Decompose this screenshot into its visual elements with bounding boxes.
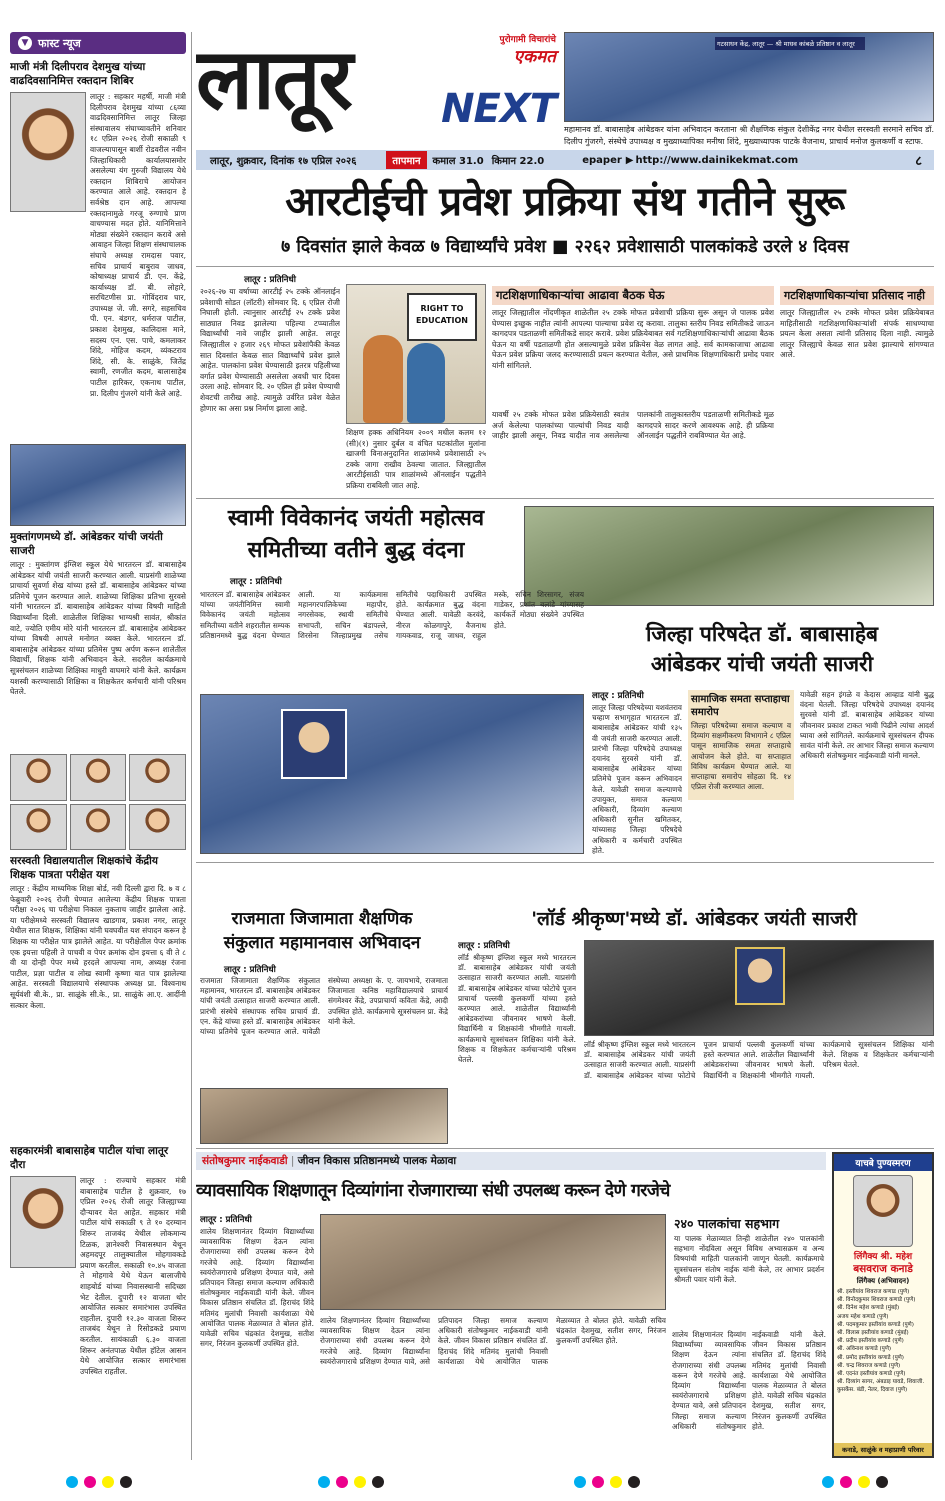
fast-news-column — [10, 32, 186, 1460]
ad-line: श्री. विलास इस्तीयांव कणाडे (मुंबई) — [837, 1330, 909, 1337]
vivekanand-body: भारतरत्न डॉ. बाबासाहेब आंबेडकर यांच्या जयंतीनिमित्त स्वामी विवेकानंद जयंती महोत्सव समितीच्या वतीने शहरातील सम्यक प्रतिष्ठानमध्ये बुद्ध वंदना घेण्यात आली. या कार्यक्रमास महानगरपालिकेच्या महापौर, नगरसेवक, स्थायी समितीचे सभापती, सचिन बंडापल्ले, शिरसेना जिल्हाप्रमुख तसेच समितीचे पदाधिकारी उपस्थित होते. कार्यक्रमात बुद्ध वंदना घेण्यात आली. यावेळी करवंदे, नीरज कोळगापुरे, वैजनाथ गायकवाड, राजू जाधव, राहुल मस्के, सचिन शिरसागर, संजय गाडेकर, प्रशांत बलांडे यांच्यासह कार्यकर्ते मोठ्या संख्येने उपस्थित होते. — [200, 590, 584, 640]
lord-photo — [584, 940, 934, 1036]
zilla-headline-1: जिल्हा परिषदेत डॉ. बाबासाहेब — [645, 622, 879, 646]
ambedkar-frame — [735, 947, 785, 1005]
zilla-box — [688, 690, 794, 800]
fast-news-item-4-title: सहकारमंत्री बाबासाहेब पाटील यांचा लातूर दौरा — [10, 1145, 169, 1171]
rajmata-headline-2: संकुलात महामानवास अभिवादन — [223, 933, 421, 953]
portrait-babasaheb-patil — [10, 1176, 76, 1268]
epaper-label: epaper — [582, 154, 622, 166]
rajmata-byline: लातूर : प्रतिनिधी — [224, 965, 276, 975]
thermometer-icon: तापमान — [386, 151, 426, 169]
ad-title: लिंगैक्य श्री. महेश — [853, 1252, 913, 1262]
fast-news-item-4-text: लातूर : राज्याचे सहकार मंत्री बाबासाहेब पाटील हे शुक्रवार, १७ एप्रिल २०२६ रोजी लातूर जिल्ह्याच्या दौऱ्यावर येत आहेत. सहकार मंत्री पाटील यांचे सकाळी ९ ते १० दरम्यान शिरूर ताजबंद येथील लोकमान्य टिळक, ज्ञानेश्वरी निवासस्थान येथून अहमदपूर तालुक्यातील मोहगावकडे प्रयाण करतील. सकाळी १०.४५ वाजता ते मोहगावे येथे येऊन बालाजीचे शाहबोर्ड यांच्या निवासस्थानी सदिच्छा भेट देतील. दुपारी १२ वाजता थोर आयोजित सत्कार समारंभास उपस्थित राहतील. दुपारी १२.३० वाजता शिरूर ताजबंद येथून ते रिसोडकडे प्रयाण करतील. सायंकाळी ६.३० वाजता शिरूर अनंतपाळ येथील हॉटेल आसन येथे आयोजित सत्कार समारंभास उपस्थित राहतील. — [80, 1176, 186, 1376]
vyav-kicker-text: जीवन विकास प्रतिष्ठानमध्ये पालक मेळावा — [297, 1155, 457, 1167]
vivekanand-body-wrap — [200, 576, 584, 688]
rajmata-headline-1: राजमाता जिजामाता शैक्षणिक — [231, 909, 413, 929]
teacher-photo — [10, 804, 67, 851]
fast-news-label: फास्ट न्यूज — [38, 36, 81, 50]
ad-line: श्री. एदनंत इस्तीयांव कणाडे (पुणे) — [837, 1371, 906, 1378]
lead-byline: लातूर : प्रतिनिधी — [244, 275, 296, 285]
bookmark-icon: ▼ — [18, 36, 32, 50]
vyav-kicker: संतोषकुमार नाईकवाडी | जीवन विकास प्रतिष्ठानमध्ये पालक मेळावा — [196, 1152, 826, 1170]
vyav-body-wrap — [200, 1214, 314, 1460]
ad-name: बसवराज कनाडे — [853, 1263, 913, 1275]
top-photo-caption: गटसाधन केंद्र, लातूर — श्री माधव कांबळे प्रतिष्ठान व लातूर — [715, 37, 865, 50]
ad-line: अजय महेश कणाडे (पुणे) — [837, 1313, 889, 1320]
rajmata-photo — [200, 1088, 448, 1144]
masthead-next: NEXT — [441, 86, 556, 132]
vyav-body-2: शालेय शिक्षणानंतर दिव्यांग विद्यार्थ्यांच्या व्यावसायिक शिक्षण देऊन त्यांना रोजगाराच्या संधी उपलब्ध करून देणे गरजेचे आहे. दिव्यांग विद्यार्थ्यांना स्वयंरोजगाराचे प्रशिक्षण देण्यात यावे, असे प्रतिपादन जिल्हा समाज कल्याण अधिकारी संतोषकुमार नाईकवाडी यांनी केले. जीवन विकास प्रतिष्ठान संचलित डॉ. हिराचंद शिंदे मतिमंद मुलांची निवासी कार्यशाळा येथे आयोजित पालक मेळाव्यात ते बोलत होते. यावेळी सचिव चंद्रकांत देशमुख, सतीश सगर, निरंजन कुलकर्णी उपस्थित होते. — [320, 1316, 666, 1366]
lead-headline: आरटीईची प्रवेश प्रक्रिया संथ गतीने सुरू — [285, 179, 845, 225]
fast-news-item-2-text: लातूर : मुक्तांगण इंग्लिश स्कूल येथे भारतरत्न डॉ. बाबासाहेब आंबेडकर यांची जयंती साजरी करण्यात आली. याप्रसंगी शाळेच्या प्राचार्या सुवर्णा शेख यांच्या हस्ते डॉ. बाबासाहेब आंबेडकर यांच्या प्रतिमेचे पूजन करण्यात आले. शाळेच्या शिक्षिका प्रतिभा सुरवसे यांनी भारतरत्न डॉ. बाबासाहेब आंबेडकर यांच्या विषयी माहिती विद्यार्थ्यांना दिली. शाळेतील शिक्षिका भाग्यश्री सावंत, श्रीकांत वाटे, ज्योति एमीय मोरे यांनी भारतरत्न डॉ. बाबासाहेब आंबेडकर यांच्या विषयी आपले मनोगत व्यक्त केले. भारतरत्न डॉ. बाबासाहेब आंबेडकर यांच्या प्रतिमेस पुष्प अर्पण करून शालेतील विद्यार्थी, शिक्षक यांनी अभिवादन केले. सदरील कार्यक्रमाचे सूत्रसंचलन शाळेच्या शिक्षिका माधुरी वाघमारे यांनी केले. कार्यक्रम यशस्वी करण्यासाठी शिक्षिका व शिक्षकेतर कर्मचारी यांनी परिश्रम घेतले. — [10, 560, 186, 697]
teacher-photo — [70, 754, 127, 801]
rajmata-body-wrap — [200, 964, 448, 1082]
ad-sub: लिंगैक्य (अभिवादन) — [856, 1277, 910, 1285]
teacher-photo — [70, 804, 127, 851]
lead-side-body: लातूर जिल्ह्यातील नोंदणीकृत शाळेतील २५ टक्के मोफत प्रवेशाची प्रक्रिया सुरू असून जे पालक प्रवेश घेण्यास इच्छुक नाहीत त्यांनी आपल्या पाल्याचा प्रवेश रद्द करावा. तालुका स्तरीय निवड समितीकडे जाऊन कागदपत्र पडताळणी समितीकडे सादर करावे. प्रवेश प्रक्रियेबाबत सर्व गटशिक्षणाधिकाऱ्यांची आढावा बैठक घेऊन या वर्षी पडताळणी होत असल्यामुळे प्रवेश प्रक्रियेस वेळ लागत आहे. सर्व कामकाजाचा आढावा घेऊन प्रवेश प्रक्रिया जलद करण्यासाठी प्रयत्न करण्यात येतील, असे प्राथमिक शिक्षणाधिकारी प्रमोद पवार यांनी सांगितले. — [492, 308, 774, 370]
zilla-col-1 — [592, 690, 682, 860]
lord-body-wrap — [458, 940, 576, 1144]
temp-min: किमान 22.0 — [491, 156, 545, 167]
ambedkar-portrait — [281, 709, 347, 779]
lead-side — [492, 286, 774, 494]
lord-byline: लातूर : प्रतिनिधी — [458, 941, 510, 951]
portrait-deshmukh — [10, 92, 86, 212]
ad-footer: कनाडे, साळुंके व महाप्राणी परिवार — [834, 1443, 932, 1456]
page-number: ८ — [915, 154, 922, 169]
vyav-box — [672, 1214, 826, 1326]
fast-news-item-1-title: माजी मंत्री दिलीपराव देशमुख यांच्या वाढदिवसानिमित्त रक्तदान शिबिर — [10, 61, 146, 87]
ad-line: श्री. प्रमोद इस्तीयांव कणाडे (पुणे) — [837, 1354, 904, 1361]
vyav-body: शालेय शिक्षणानंतर दिव्यांग विद्यार्थ्यांच्या व्यावसायिक शिक्षण देऊन त्यांना रोजगाराच्या संधी उपलब्ध करून देणे गरजेचे आहे. दिव्यांग विद्यार्थ्यांना स्वयंरोजगाराचे प्रशिक्षण देण्यात यावे, असे प्रतिपादन जिल्हा समाज कल्याण अधिकारी संतोषकुमार नाईकवाडी यांनी केले. जीवन विकास प्रतिष्ठान संचलित डॉ. हिराचंद शिंदे मतिमंद मुलांची निवासी कार्यशाळा येथे आयोजित पालक मेळाव्यात ते बोलत होते. यावेळी सचिव चंद्रकांत देशमुख, सतीश सगर, निरंजन कुलकर्णी उपस्थित होते. — [200, 1227, 314, 1349]
vivekanand-main-photo — [200, 694, 584, 854]
ad-portrait — [853, 1175, 913, 1247]
rajmata-body: राजमाता जिजामाता शैक्षणिक संकुलात महामानव, भारतरत्न डॉ. बाबासाहेब आंबेडकर यांची जयंती उत्साहात साजरी करण्यात आली. प्रारंभी संस्थेचे संस्थापक सचिव प्राचार्य डी. एन. केंद्रे यांच्या हस्ते डॉ. बाबासाहेब आंबेडकर यांच्या प्रतिमेचे पूजन करण्यात आले. यावेळी संस्थेच्या अध्यक्षा के. ए. जायभाये, राजमाता जिजामाता कनिष्ठ महाविद्यालयाचे प्राचार्य संगमेश्वर केंद्रे, उपप्राचार्या कविता केंद्रे, आदी उपस्थित होते. कार्यक्रमाचे सूत्रसंचलन प्रा. केंद्रे यांनी केले. — [200, 976, 448, 1037]
zilla-body-2: यावेळी सहन इंगळे व केदास आव्हाड यांनी बुद्ध वंदना घेतली. जिल्हा परिषदेचे उपाध्यक्ष दयानंद सुरवसे यांनी डॉ. बाबासाहेब आंबेडकर यांच्या जीवनावर प्रकाश टाकत भावी पिढीने त्यांचा आदर्श घ्यावा असे सांगितले. कार्यक्रमाचे सूत्रसंचलन दीपक सावंत यांनी केले. तर आभार जिल्हा समाज कल्याण अधिकारी संतोषकुमार नाईकवाडी यांनी मानले. — [800, 690, 934, 761]
vyav-box-title: २४० पालकांचा सहभाग — [674, 1216, 780, 1231]
top-photo-caption-text: महामानव डॉ. बाबासाहेब आंबेडकर यांना अभिवादन करताना श्री शैक्षणिक संकुल देशीकेंद्र नगर येथील सरस्वती सरमाने सचिव डॉ. दिलीप गुंजरगे, संस्थेचे उपाध्यक्ष व मुख्याध्यापिका मनीषा शिंदे, मुख्याध्यापक पाटके वैजनाथ, प्राचार्य मनोज कुलकर्णी व स्टाफ. — [564, 125, 934, 146]
punyasmaran-ad — [832, 1152, 934, 1458]
rte-sign: RIGHT TO EDUCATION — [407, 293, 477, 341]
ad-line: श्री. इस्तीयांव शिवराज कणाड (पुणे) — [837, 1289, 910, 1295]
ad-line: श्री. विनोदकुमार शिवराज कणाडे (पुणे) — [837, 1297, 916, 1304]
lead-col-1 — [200, 274, 340, 494]
vyav-box-body: या पालक मेळाव्यात तिन्ही शाळेतील २४० पालकांनी सहभाग नोंदविला असून विविध अभ्यासक्रम व अन्य विषयांची माहिती पालकांनी जाणून घेतली. कार्यक्रमाचे सूत्रसंचलन संतोष नाईक यांनी केले, तर आभार प्रदर्शन श्रीमती पवार यांनी केले. — [674, 1234, 824, 1284]
rte-photo — [346, 284, 486, 424]
top-photo — [564, 32, 934, 122]
fast-news-item-4 — [10, 1144, 186, 1460]
children-figure — [363, 335, 403, 423]
teacher-photo — [129, 804, 186, 851]
lead-body-2: शिक्षण हक्क अधिनियम २००९ मधील कलम १२ (सी)(१) नुसार दुर्बल व वंचित घटकांतील मुलांना खाजगी विनाअनुदानित शाळांमध्ये प्रवेशासाठी २५ टक्के जागा राखीव ठेवल्या जातात. जिल्ह्यातील आरटीईसाठी पात्र शाळांमध्ये ऑनलाईन पद्धतीने प्रक्रिया राबविली जात आहे. — [346, 428, 486, 490]
masthead — [196, 30, 560, 146]
epaper-url[interactable]: http://www.dainikekmat.com — [635, 154, 799, 166]
ad-line: श्री. चन्द्र शिवराज कणाडे (पुणे) — [837, 1362, 901, 1369]
masthead-brand: एकमत — [513, 47, 556, 67]
vivekanand-headline-2: समितीच्या वतीने बुद्ध वंदना — [247, 538, 465, 563]
fast-news-item-1 — [10, 60, 186, 398]
fast-news-item-1-text: लातूर : सहकार महर्षी, माजी मंत्री दिलीपराव देशमुख यांच्या ८६व्या वाढदिवसानिमित्त लातूर जिल्हा संस्थावालय संघाच्यावतीने शनिवार १८ एप्रिल २०२६ रोजी सकाळी ९ वाजल्यापासून बार्शी रोडवरील नवीन जिल्हाधिकारी कार्यालयासमोर असलेल्या यंग गुरुजी विद्यालय येथे रक्तदान शिबिराचे आयोजन करण्यात आले आहे. रक्तदान हे सर्वश्रेष्ठ दान आहे. आपल्या रक्तदानामुळे गरजू रुग्णाचे प्राण वाचण्यास मदत होते. यानिमित्ताने मोठ्या संख्येने रक्तदान करावे असे आवाहन जिल्हा शिक्षण संस्थाचालक संघाचे अध्यक्ष रामदास पवार, सचिव प्राचार्य बाबुराव जाधव, कोषाध्यक्ष प्राचार्य डी. एन. केंद्रे, कार्याध्यक्ष डॉ. बी. लोहारे, सरचिटणीस प्रा. गोविंदराव घार, उपाध्यक्ष जे. जी. सगरे, सहसचिव पी. एन. बंडगर, धर्मराज पाटील, प्रकाश देशमुख, कालिदास माने, सदस्य एन. एस. पाचे, कमलाकर शिंदे, मोहिज कदम, व्यंकटराव शिंदे, सी. के. साळुंके, जितेंद्र स्वामी, रणजीत कदम, बालासाहेब पाटील हारिकर, एकनाथ पाटील, प्रा. दिलीप गुंजरगे यांनी केले आहे. — [90, 92, 186, 398]
teacher-photos — [10, 754, 186, 850]
fast-news-item-3-title: सरस्वती विद्यालयातील शिक्षकांचे केंद्रीय शिक्षक पात्रता परीक्षेत यश — [10, 855, 158, 881]
ad-line: श्री. पदमकुमार इस्तीयांव कणाडे (पुणे) — [837, 1321, 914, 1328]
ad-line: श्री. अविनाश कणाडे (पुणे) — [837, 1346, 892, 1353]
fast-news-header — [10, 32, 186, 54]
zilla-box-body: जिल्हा परिषदेच्या समाज कल्याण व दिव्यांग सक्षमीकरण विभागाने ८ एप्रिल पासून सामाजिक समता सप्ताहाचे आयोजन केले होते. या सप्ताहात विविध कार्यक्रम घेण्यात आले. या सप्ताहाचा समारोप सोहळा दि. १४ एप्रिल रोजी करण्यात आला. — [691, 721, 791, 792]
vyav-byline: लातूर : प्रतिनिधी — [200, 1215, 252, 1225]
masthead-title: लातूर — [196, 30, 351, 128]
lead-body: २०२६-२७ या वर्षाच्या आरटीई २५ टक्के ऑनलाईन प्रवेशाची सोडत (लॉटरी) सोमवार दि. ६ एप्रिल रोजी निघाली होती. त्यानुसार आरटीई २५ टक्के प्रवेश साठ्यात निवड झालेल्या पहिल्या टप्प्यातील विद्यार्थ्यांची नावे जाहीर झाली आहेत. लातूर जिल्ह्यातील २ हजार २६९ मोफत प्रवेशांपैकी केवळ सात दिवसांत केवळ सात विद्यार्थ्यांचे प्रवेश झाले आहेत. पालकांना प्रवेश घेण्यासाठी इतरत्र पहिलीच्या वर्गात प्रवेश घेण्यासाठी असलेला अवधी चार दिवस उरला आहे. सोमवार दि. २० एप्रिल ही प्रवेश घेण्याची शेवटची तारीख आहे. त्यामुळे उर्वरित प्रवेश वेळेत होणार का असा प्रश्न निर्माण झाला आहे. — [200, 287, 340, 413]
vivekanand-headline-1: स्वामी विवेकानंद जयंती महोत्सव — [227, 506, 485, 531]
vyav-headline: व्यावसायिक शिक्षणातून दिव्यांगांना रोजगाराच्या संधी उपलब्ध करून देणे गरजेचे — [196, 1181, 670, 1201]
fast-news-item-3-text: लातूर : केंद्रीय माध्यमिक शिक्षा बोर्ड, नवी दिल्ली द्वारा दि. ७ व ८ फेब्रुवारी २०२६ रोजी घेण्यात आलेल्या केंद्रीय शिक्षक पात्रता परीक्षा २०२६ चा परीक्षेचा निकाल नुकताच जाहीर झालेला आहे. या परीक्षेमध्ये सरस्वती विद्यालय खाडगाव, प्रकाश नगर, लातूर येथील सात शिक्षक, शिक्षिका यांनी घवघवीत यश संपादन करून हे शिक्षक या परीक्षेत पात्र झालेले आहेत. या परीक्षेतील पेपर क्रमांक एक इयत्ता पहिली ते पाचवी व पेपर क्रमांक दोन इयत्ता ६ वी ते ८ वी या दोन्ही पेपर मध्ये हरदले आपल्या नाम, अध्यक्ष रंजना पाटील, प्रज्ञा पाटील व लोख स्वामी कृष्णा यात पात्र झालेल्या आहेत. सरस्वती विद्यालयाचे संस्थापक अध्यक्ष प्रा. विश्वनाथ सूर्यवंशी बी.के., प्रा. साळुंके सी.के., प्रा. साळुंके आ.ए. आदींनी सत्कार केला. — [10, 884, 186, 1010]
lead-side-body-2: यावर्षी २५ टक्के मोफत प्रवेश प्रक्रियेसाठी स्वतंत्र अर्ज केलेल्या पालकांच्या पाल्यांची निवड यादी जाहीर झाली असून, निवड यादीत नाव असलेल्या पालकांनी तालुकास्तरीय पडताळणी समितीकडे मूळ कागदपत्रे सादर करणे आवश्यक आहे. ही प्रक्रिया ऑनलाईन पद्धतीने राबविण्यात येत आहे. — [492, 410, 774, 441]
lord-headline: 'लॉर्ड श्रीकृष्ण'मध्ये डॉ. आंबेडकर जयंती साजरी — [531, 908, 857, 930]
date-bar — [196, 150, 934, 170]
lord-body-2: लॉर्ड श्रीकृष्ण इंग्लिश स्कूल मध्ये भारतरत्न डॉ. बाबासाहेब आंबेडकर यांची जयंती उत्साहात साजरी करण्यात आली. याप्रसंगी डॉ. बाबासाहेब आंबेडकर यांच्या फोटोचे पूजन प्राचार्या पल्लवी कुलकर्णी यांच्या हस्ते करण्यात आले. शाळेतील विद्यार्थ्यांनी आंबेडकरांच्या जीवनावर भाषणे केली. विद्यार्थिनी व शिक्षकांनी भीमगीते गायली. कार्यक्रमाचे सूत्रसंचलन शिक्षिका यांनी केले. शिक्षक व शिक्षकेतर कर्मचाऱ्यांनी परिश्रम घेतले. — [584, 1040, 934, 1080]
photo-students-line — [10, 444, 186, 526]
zilla-byline: लातूर : प्रतिनिधी — [592, 691, 644, 701]
fast-news-item-2 — [10, 530, 186, 748]
vivekanand-photo-right — [524, 506, 934, 606]
fast-news-item-2-title: मुक्तांगणमध्ये डॉ. आंबेडकर यांची जयंती साजरी — [10, 531, 163, 557]
lead-right-title: गटशिक्षणाधिकाऱ्यांचा प्रतिसाद नाही — [780, 286, 934, 305]
ad-line: श्री. प्रदीप इस्तीयांव कणाडे (पुणे) — [837, 1338, 904, 1345]
vyav-photo — [320, 1214, 666, 1310]
children-figure — [407, 343, 445, 423]
teacher-photo — [10, 754, 67, 801]
fast-news-item-3 — [10, 854, 186, 1112]
globe-icon: ▶ — [625, 154, 634, 166]
vyav-kicker-name: संतोषकुमार नाईकवाडी — [202, 1155, 288, 1167]
date-line: लातूर, शुक्रवार, दिनांक १७ एप्रिल २०२६ — [210, 156, 357, 167]
lead-right-body: लातूर जिल्ह्यातील २५ टक्के मोफत प्रवेश प्रक्रियेबाबत माहितीसाठी गटशिक्षणाधिकाऱ्यांशी संपर्क साधण्याचा प्रयत्न केला असता त्यांनी प्रतिसाद दिला नाही. त्यामुळे लातूर जिल्ह्याचे केवळ सात प्रवेश झाल्याचे सांगण्यात आले. — [780, 308, 934, 360]
ad-line: श्री. दिव्यांग सागर, अंबडाइ यावडे, शिवाजी. — [837, 1379, 925, 1386]
ad-line: श्री. दिनेश महेश कणाडे (मुंबई) — [837, 1305, 900, 1312]
vivekanand-byline: लातूर : प्रतिनिधी — [230, 577, 282, 587]
lead-right-box — [780, 286, 934, 494]
ad-header: याचबे पुण्यस्मरण — [834, 1154, 932, 1171]
registration-marks — [0, 1476, 945, 1492]
masthead-tagline: पुरोगामी विचारांचे — [499, 35, 556, 45]
teacher-photo — [129, 754, 186, 801]
lead-side-title: गटशिक्षणाधिकाऱ्यांचा आढावा बैठक घेऊ — [492, 286, 774, 305]
ad-line: कुसकेंस. बंडी, नेलर, दिवाज (पुणे) — [837, 1387, 908, 1394]
zilla-body: लातूर जिल्हा परिषदेच्या यशवंतराव चव्हाण सभागृहात भारतरत्न डॉ. बाबासाहेब आंबेडकर यांची १३५ वी जयंती साजरी करण्यात आली. प्रारंभी जिल्हा परिषदेचे उपाध्यक्ष दयानंद सुरवसे यांनी डॉ. बाबासाहेब आंबेडकर यांच्या प्रतिमेचे पूजन करून अभिवादन केले. यावेळी समाज कल्याणचे उपायुक्त, समाज कल्याण अधिकारी, दिव्यांग कल्याण अधिकारी सुनील खमितकर, यांच्यासह जिल्हा परिषदेचे अधिकारी व कर्मचारी उपस्थित होते. — [592, 703, 682, 855]
lord-body: लॉर्ड श्रीकृष्ण इंग्लिश स्कूल मध्ये भारतरत्न डॉ. बाबासाहेब आंबेडकर यांची जयंती उत्साहात साजरी करण्यात आली. याप्रसंगी डॉ. बाबासाहेब आंबेडकर यांच्या फोटोचे पूजन प्राचार्या पल्लवी कुलकर्णी यांच्या हस्ते करण्यात आले. शाळेतील विद्यार्थ्यांनी आंबेडकरांच्या जीवनावर भाषणे केली. विद्यार्थिनी व शिक्षकांनी भीमगीते गायली. कार्यक्रमाचे सूत्रसंचलन शिक्षिका यांनी केले. शिक्षक व शिक्षकेतर कर्मचाऱ्यांनी परिश्रम घेतले. — [458, 953, 576, 1065]
vyav-body-3: शालेय शिक्षणानंतर दिव्यांग विद्यार्थ्यांच्या व्यावसायिक शिक्षण देऊन त्यांना रोजगाराच्या संधी उपलब्ध करून देणे गरजेचे आहे. दिव्यांग विद्यार्थ्यांना स्वयंरोजगाराचे प्रशिक्षण देण्यात यावे, असे प्रतिपादन जिल्हा समाज कल्याण अधिकारी संतोषकुमार नाईकवाडी यांनी केले. जीवन विकास प्रतिष्ठान संचलित डॉ. हिराचंद शिंदे मतिमंद मुलांची निवासी कार्यशाळा येथे आयोजित पालक मेळाव्यात ते बोलत होते. यावेळी सचिव चंद्रकांत देशमुख, सतीश सगर, निरंजन कुलकर्णी उपस्थित होते. — [672, 1330, 826, 1431]
zilla-box-title: सामाजिक समता सप्ताहाचा समारोप — [691, 694, 790, 718]
zilla-headline-2: आंबेडकर यांची जयंती साजरी — [650, 652, 874, 676]
temp-max: कमाल 31.0 — [432, 156, 484, 167]
lead-subhead: ७ दिवसांत झाले केवळ ७ विद्यार्थ्यांचे प्रवेश ■ २२६२ प्रवेशासाठी पालकांकडे उरले ४ दिवस — [281, 237, 849, 257]
